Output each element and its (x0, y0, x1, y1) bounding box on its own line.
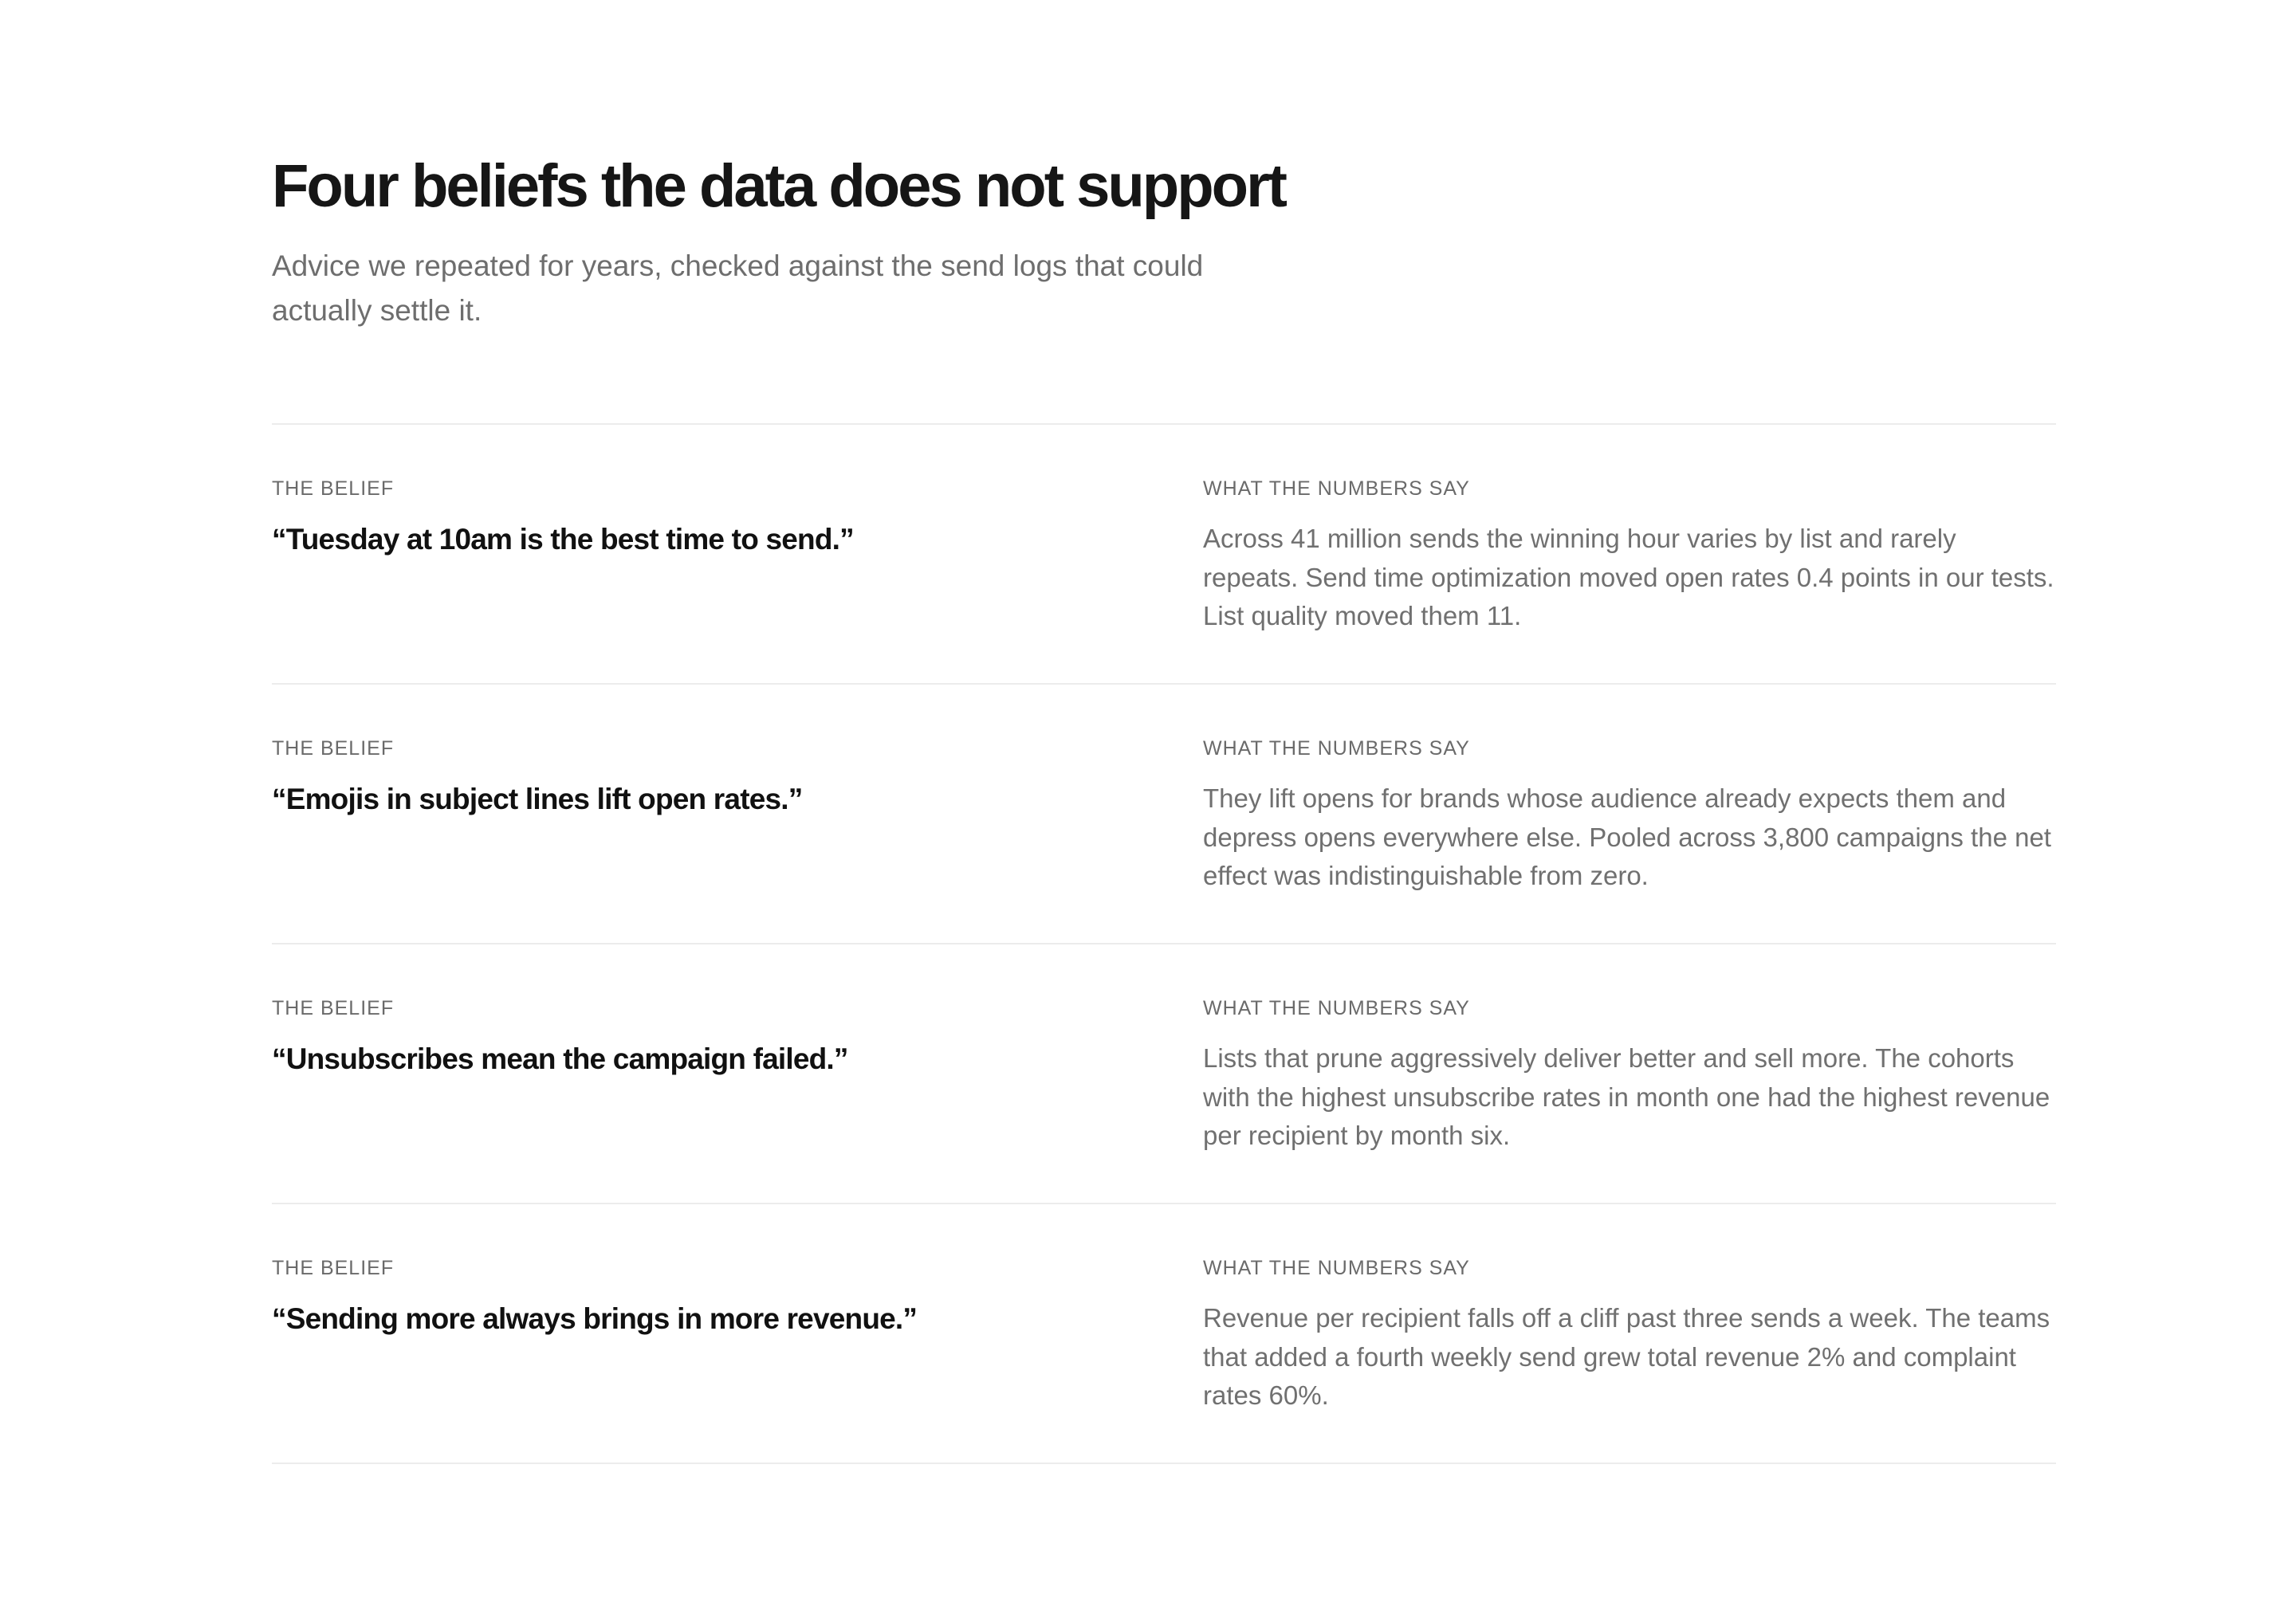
numbers-label: WHAT THE NUMBERS SAY (1203, 737, 1470, 760)
belief-quote: “Sending more always brings in more revenue.” (272, 1302, 918, 1335)
numbers-explanation: They lift opens for brands whose audience already expects them and depress opens everywhere else. Pooled across 3,800 campaigns the net effect was indistinguishable from zero. (1203, 783, 2051, 890)
belief-quote: “Emojis in subject lines lift open rates.” (272, 783, 803, 815)
page-title: Four beliefs the data does not support (272, 152, 1285, 220)
belief-label: THE BELIEF (272, 997, 395, 1019)
numbers-explanation: Across 41 million sends the winning hour varies by list and rarely repeats. Send time optimization moved open rates 0.4 points in our tests. List quality moved them 11. (1203, 524, 2054, 630)
numbers-column (1203, 944, 2056, 1203)
belief-label: THE BELIEF (272, 1257, 395, 1279)
belief-row (272, 944, 2056, 1204)
numbers-explanation: Revenue per recipient falls off a cliff past three sends a week. The teams that added a fourth weekly send grew total revenue 2% and complaint rates 60%. (1203, 1303, 2050, 1410)
beliefs-list (272, 423, 2056, 1464)
article-section (272, 143, 2056, 1464)
numbers-explanation: Lists that prune aggressively deliver better and sell more. The cohorts with the highest unsubscribe rates in month one had the highest revenue per recipient by month six. (1203, 1043, 2050, 1150)
belief-column (272, 944, 1203, 1203)
belief-label: THE BELIEF (272, 477, 395, 500)
belief-column (272, 1204, 1203, 1463)
belief-column (272, 685, 1203, 943)
belief-row (272, 425, 2056, 685)
belief-quote: “Tuesday at 10am is the best time to send.” (272, 523, 854, 556)
numbers-label: WHAT THE NUMBERS SAY (1203, 997, 1470, 1019)
belief-row (272, 1204, 2056, 1464)
numbers-column (1203, 685, 2056, 943)
page-subtitle: Advice we repeated for years, checked against the send logs that could actually settle it. (272, 249, 1204, 327)
numbers-column (1203, 425, 2056, 683)
numbers-column (1203, 1204, 2056, 1463)
belief-quote: “Unsubscribes mean the campaign failed.” (272, 1042, 848, 1075)
belief-label: THE BELIEF (272, 737, 395, 760)
numbers-label: WHAT THE NUMBERS SAY (1203, 477, 1470, 500)
numbers-label: WHAT THE NUMBERS SAY (1203, 1257, 1470, 1279)
belief-row (272, 685, 2056, 944)
belief-column (272, 425, 1203, 683)
